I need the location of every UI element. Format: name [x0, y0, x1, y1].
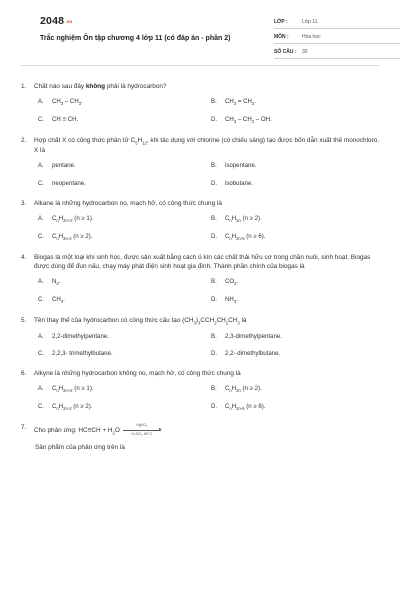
meta-key: MÔN : [274, 34, 289, 41]
answer-option[interactable] [38, 215, 211, 224]
question-4 [20, 253, 380, 306]
option-letter: D. [211, 403, 218, 411]
question-6 [20, 369, 380, 412]
answer-option[interactable] [211, 296, 384, 305]
option-letter: A. [38, 332, 44, 340]
reaction-conditions: H₂SO₄, 80°C [131, 431, 153, 436]
option-letter: D. [211, 296, 218, 304]
answer-option[interactable] [211, 162, 384, 170]
question-number: 2. [21, 136, 27, 144]
question-text-content: Biogas là một loại khí sinh học, được sản xuất bằng cách ủ kín các chất thải hữu cơ trong chăn nuôi, sinh hoạt. Biogas được dùng để đun nấu, chạy máy phát điện sinh hoạt gia đình. Thành phần chính của biogas là [34, 253, 371, 271]
meta-row [274, 29, 400, 44]
meta-key: SỐ CÂU : [274, 49, 297, 56]
question-text [20, 82, 380, 92]
question-3 [20, 199, 380, 242]
option-text: $N_2$. [52, 278, 61, 287]
question-7 [20, 423, 380, 453]
question-number: 1. [21, 83, 27, 90]
option-letter: C. [38, 179, 45, 187]
option-text: $NH_3$. [225, 296, 238, 305]
option-letter: B. [211, 385, 217, 393]
option-text: isobutane. [225, 179, 254, 187]
answer-option[interactable] [38, 333, 211, 341]
option-letter: C. [38, 232, 45, 240]
question-subtext: Sản phẩm của phản ứng trên là [35, 444, 125, 452]
answer-option[interactable] [211, 278, 384, 287]
question-text-post: phải là hydrocarbon? [105, 83, 167, 90]
question-number: 4. [21, 253, 27, 261]
reaction-arrow [123, 423, 161, 437]
option-letter: C. [38, 350, 45, 358]
option-text: neopentane. [52, 179, 86, 187]
answer-option[interactable] [211, 233, 384, 242]
question-text [20, 199, 380, 209]
answer-options [20, 162, 380, 187]
arrow-icon [123, 430, 161, 431]
option-letter: B. [211, 97, 217, 105]
question-text-content: Alkane là những hydrocarbon no, mạch hở, có công thức chung là [34, 199, 222, 207]
option-text: $C_nH_{2n+2}$ (n ≥ 1). [52, 214, 94, 223]
question-number: 7. [21, 424, 27, 432]
option-letter: B. [211, 162, 217, 170]
answer-option[interactable] [211, 98, 384, 107]
meta-key: LỚP : [274, 19, 288, 26]
question-text [20, 423, 380, 437]
answer-option[interactable] [38, 98, 211, 107]
option-letter: A. [38, 214, 44, 222]
question-body [34, 369, 380, 379]
option-letter: D. [211, 350, 218, 358]
question-list [20, 66, 380, 453]
option-text: 2,3-dimethylpentane. [225, 332, 282, 340]
answer-options [20, 385, 380, 412]
answer-option[interactable] [38, 296, 211, 305]
option-text: $CO_2$. [225, 278, 239, 287]
option-letter: B. [211, 278, 217, 286]
question-text [20, 316, 380, 327]
option-text: CH ≡ CH. [52, 115, 79, 123]
answer-option[interactable] [211, 385, 384, 394]
meta-value: Lớp 11 [302, 19, 318, 26]
option-text: $C_nH_{2n-2}$ (n ≥ 2). [52, 232, 93, 241]
answer-options [20, 98, 380, 125]
question-5 [20, 316, 380, 358]
answer-options [20, 333, 380, 358]
option-letter: B. [211, 214, 217, 222]
question-text [20, 369, 380, 379]
question-text-content: Hợp chất X có công thức phân tử $C_5H_{12}$, khi tác dụng với chlorine (có chiếu sáng) tạo được bốn dẫn xuất thế monochloro. X là [34, 136, 380, 155]
option-text: isopentane. [225, 162, 257, 170]
option-text: $C_nH_{2n-6}$ (n ≥ 6). [225, 403, 266, 412]
question-1 [20, 82, 380, 125]
option-letter: A. [38, 278, 44, 286]
option-text: $CH_4$. [52, 296, 65, 305]
answer-option[interactable] [38, 403, 211, 412]
answer-option[interactable] [38, 162, 211, 170]
option-letter: C. [38, 403, 45, 411]
option-text: 2,2- dimethylbutane. [225, 350, 281, 358]
option-letter: D. [211, 232, 218, 240]
option-letter: A. [38, 385, 44, 393]
question-text-content: Tên thay thế của hydrocarbon có công thức cấu tạo $(CH_3)_3CCH_2CH_2CH_3$ là [34, 317, 247, 326]
option-text: $CH_3 - CH_2$ – OH. [225, 115, 272, 125]
meta-value: 30 [302, 49, 308, 56]
option-text: 2,2-dimethylpentane. [52, 332, 109, 340]
option-letter: A. [38, 162, 44, 170]
option-text: $CH_2 = CH_2$. [225, 97, 256, 107]
question-body [34, 423, 380, 437]
option-text: 2,2,3- trimethylbutane. [52, 350, 113, 358]
option-text: $CH_3 - CH_3$. [52, 97, 83, 107]
answer-options [20, 278, 380, 305]
answer-option[interactable] [211, 403, 384, 412]
logo-suffix: .vn [65, 19, 73, 24]
option-text: $C_nH_{2n-2}$ (n ≥ 2). [52, 403, 93, 412]
reaction-catalyst: HgSO₄ [136, 423, 148, 428]
answer-option[interactable] [211, 215, 384, 224]
question-body [34, 136, 380, 157]
answer-option[interactable] [211, 333, 384, 341]
meta-row [274, 14, 400, 29]
question-text [20, 253, 380, 273]
answer-option[interactable] [38, 278, 211, 287]
question-text-content: Cho phản ứng: $HC\equiv CH + H_2O$ [34, 426, 120, 436]
option-text: $C_nH_{2n}$ (n ≥ 2). [225, 214, 262, 223]
page-header [20, 0, 380, 66]
question-text-content: Alkyne là những hydrocarbon không no, mạch hở, có công thức chung là [34, 370, 241, 378]
answer-option[interactable] [38, 350, 211, 358]
option-text: pentane. [52, 162, 76, 170]
question-2 [20, 136, 380, 188]
answer-option[interactable] [211, 350, 384, 358]
question-number: 3. [21, 199, 27, 207]
question-text-emphasis: không [85, 83, 106, 90]
option-letter: B. [211, 332, 217, 340]
page-title: Trắc nghiệm Ôn tập chương 4 lớp 11 (có đáp án - phần 2) [40, 35, 231, 42]
question-body [34, 316, 380, 327]
meta-info [274, 14, 400, 59]
answer-option[interactable] [211, 180, 384, 188]
question-body [34, 82, 380, 92]
answer-option[interactable] [38, 233, 211, 242]
question-text-pre: Chất nào sau đây [34, 83, 86, 90]
question-number: 5. [21, 317, 27, 325]
answer-option[interactable] [38, 385, 211, 394]
meta-row [274, 44, 400, 59]
option-letter: A. [38, 97, 44, 105]
option-letter: C. [38, 115, 45, 123]
question-text [20, 136, 380, 157]
option-letter: D. [211, 115, 218, 123]
answer-option[interactable] [211, 116, 384, 125]
option-letter: D. [211, 179, 218, 187]
option-text: $C_nH_{2n+2}$ (n ≥ 1). [52, 385, 94, 394]
question-number: 6. [21, 370, 27, 378]
answer-option[interactable] [38, 180, 211, 188]
question-body [34, 253, 380, 273]
site-logo[interactable]: $2048_{.vn}$ [40, 15, 73, 27]
option-text: $C_nH_{2n}$ (n ≥ 2). [225, 385, 262, 394]
option-text: $C_nH_{2n-6}$ (n ≥ 6). [225, 232, 266, 241]
meta-value: Hóa học [302, 34, 321, 41]
answer-option[interactable] [38, 116, 211, 125]
answer-options [20, 215, 380, 242]
option-letter: C. [38, 296, 45, 304]
question-body [34, 199, 380, 209]
